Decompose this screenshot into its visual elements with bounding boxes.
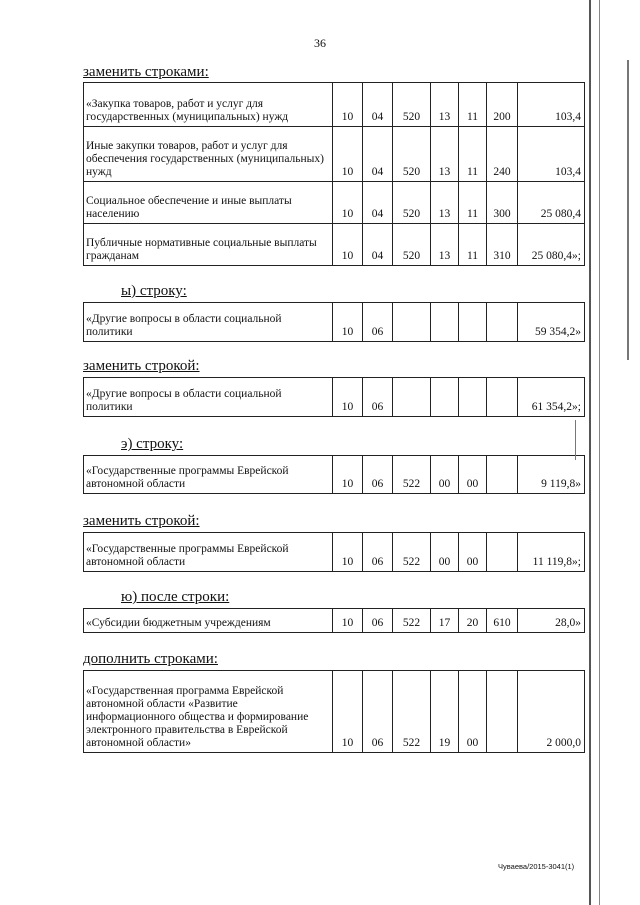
code-section: 10: [333, 609, 363, 633]
code-program: 520: [393, 224, 431, 266]
code-item: [459, 378, 487, 417]
code-program: 520: [393, 127, 431, 182]
budget-table-replacement-row: [83, 377, 585, 417]
code-subsection: 06: [363, 671, 393, 753]
row-amount: 25 080,4»;: [518, 224, 585, 266]
section-label-row: э) строку:: [121, 436, 184, 452]
code-subprogram: 17: [431, 609, 459, 633]
code-expense-type: [487, 378, 518, 417]
code-subsection: 06: [363, 378, 393, 417]
row-amount: 61 354,2»;: [518, 378, 585, 417]
code-expense-type: [487, 671, 518, 753]
code-subprogram: 13: [431, 127, 459, 182]
code-item: [459, 303, 487, 342]
table-row: [84, 224, 585, 266]
code-subprogram: 19: [431, 671, 459, 753]
row-amount: 25 080,4: [518, 182, 585, 224]
row-amount: 11 119,8»;: [518, 533, 585, 572]
row-name: «Другие вопросы в области социальной политики: [84, 378, 333, 417]
code-subsection: 06: [363, 533, 393, 572]
table-row: [84, 127, 585, 182]
code-expense-type: 610: [487, 609, 518, 633]
code-subprogram: 13: [431, 224, 459, 266]
code-program: 520: [393, 83, 431, 127]
table-row: [84, 83, 585, 127]
code-section: 10: [333, 224, 363, 266]
section-label-replace-row: заменить строкой:: [83, 358, 200, 374]
row-amount: 59 354,2»: [518, 303, 585, 342]
code-item: 11: [459, 182, 487, 224]
code-subsection: 04: [363, 83, 393, 127]
code-subprogram: 13: [431, 182, 459, 224]
code-section: 10: [333, 533, 363, 572]
row-amount: 9 119,8»: [518, 456, 585, 494]
code-item: 11: [459, 83, 487, 127]
table-row: [84, 378, 585, 417]
code-section: 10: [333, 303, 363, 342]
code-program: 522: [393, 609, 431, 633]
section-label-add-rows: дополнить строками:: [83, 651, 218, 667]
code-section: 10: [333, 127, 363, 182]
budget-table-original-row: [83, 455, 585, 494]
budget-table-replacement-row: [83, 532, 585, 572]
code-subsection: 06: [363, 609, 393, 633]
budget-table-anchor-row: [83, 608, 585, 633]
row-name: «Другие вопросы в области социальной политики: [84, 303, 333, 342]
document-footer: Чуваева/2015-3041(1): [498, 862, 575, 871]
row-name: «Субсидии бюджетным учреждениям: [84, 609, 333, 633]
code-expense-type: 300: [487, 182, 518, 224]
page-number: 36: [314, 36, 326, 50]
code-expense-type: 200: [487, 83, 518, 127]
code-expense-type: 240: [487, 127, 518, 182]
table-row: [84, 456, 585, 494]
table-row: [84, 671, 585, 753]
scan-artifact-line: [589, 0, 591, 905]
code-expense-type: [487, 533, 518, 572]
code-program: 522: [393, 671, 431, 753]
code-subsection: 04: [363, 127, 393, 182]
code-subsection: 06: [363, 456, 393, 494]
code-program: 520: [393, 182, 431, 224]
code-section: 10: [333, 83, 363, 127]
code-expense-type: 310: [487, 224, 518, 266]
table-row: [84, 182, 585, 224]
row-name: «Государственные программы Еврейской автономной области: [84, 533, 333, 572]
code-subsection: 04: [363, 224, 393, 266]
scan-artifact-line: [599, 0, 600, 905]
row-name: «Государственные программы Еврейской автономной области: [84, 456, 333, 494]
code-item: 20: [459, 609, 487, 633]
code-expense-type: [487, 303, 518, 342]
section-label-replace-row: заменить строкой:: [83, 513, 200, 529]
row-name: Иные закупки товаров, работ и услуг для обеспечения государственных (муниципальных) нужд: [84, 127, 333, 182]
code-section: 10: [333, 671, 363, 753]
scan-artifact-line: [575, 420, 576, 460]
code-program: 522: [393, 533, 431, 572]
budget-table-original-row: [83, 302, 585, 342]
row-amount: 103,4: [518, 127, 585, 182]
row-name: Публичные нормативные социальные выплаты гражданам: [84, 224, 333, 266]
scan-artifact-line: [627, 60, 629, 360]
row-amount: 2 000,0: [518, 671, 585, 753]
table-row: [84, 533, 585, 572]
budget-table-replacement-rows: [83, 82, 585, 266]
code-item: 00: [459, 456, 487, 494]
code-item: 00: [459, 671, 487, 753]
section-label-row: ы) строку:: [121, 283, 187, 299]
section-label-replace-rows: заменить строками:: [83, 64, 209, 80]
row-amount: 28,0»: [518, 609, 585, 633]
table-row: [84, 303, 585, 342]
code-section: 10: [333, 456, 363, 494]
code-program: [393, 303, 431, 342]
code-subprogram: [431, 378, 459, 417]
code-item: 00: [459, 533, 487, 572]
code-program: 522: [393, 456, 431, 494]
code-subsection: 06: [363, 303, 393, 342]
code-section: 10: [333, 378, 363, 417]
code-subsection: 04: [363, 182, 393, 224]
row-name: «Закупка товаров, работ и услуг для государственных (муниципальных) нужд: [84, 83, 333, 127]
code-item: 11: [459, 127, 487, 182]
row-name: Социальное обеспечение и иные выплаты населению: [84, 182, 333, 224]
section-label-after-row: ю) после строки:: [121, 589, 230, 605]
code-subprogram: 00: [431, 456, 459, 494]
code-program: [393, 378, 431, 417]
code-subprogram: 13: [431, 83, 459, 127]
row-name: «Государственная программа Еврейской автономной области «Развитие информационного общества и формирование электронного правительства в Еврейской автономной области»: [84, 671, 333, 753]
row-amount: 103,4: [518, 83, 585, 127]
budget-table-added-rows: [83, 670, 585, 753]
code-subprogram: 00: [431, 533, 459, 572]
code-section: 10: [333, 182, 363, 224]
code-expense-type: [487, 456, 518, 494]
table-row: [84, 609, 585, 633]
code-subprogram: [431, 303, 459, 342]
code-item: 11: [459, 224, 487, 266]
